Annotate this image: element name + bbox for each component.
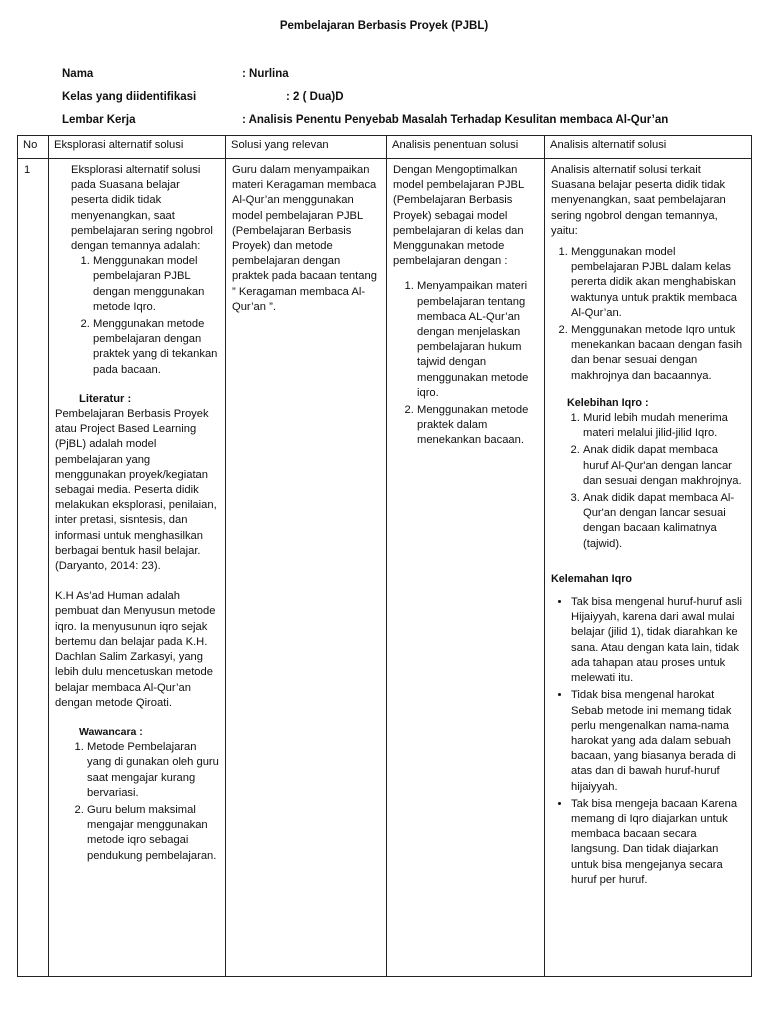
- eksplorasi-intro: Eksplorasi alternatif solusi pada Suasana belajar peserta didik tidak menyenangkan, saat pembelajaran sering ngobrol dengan temannya adalah:: [71, 164, 213, 253]
- lembar-label: Lembar Kerja: [62, 114, 136, 126]
- alternatif-list: [551, 245, 745, 384]
- list-item: 2. Guru belum maksimal mengajar menggunakan metode iqro sebagai pendukung pembelajaran.: [87, 803, 219, 864]
- alternatif-intro: Analisis alternatif solusi terkait Suasana belajar peserta didik tidak menyenangkan, saat pembelajaran sering ngobrol dengan temannya, yaitu:: [551, 164, 726, 237]
- nama-value: : Nurlina: [242, 68, 289, 80]
- penentuan-list: [393, 279, 538, 448]
- header-no: No: [18, 136, 49, 159]
- solusi-relevan-text: Guru dalam menyampaikan materi Keragaman membaca Al-Qur’an menggunakan model pembelajaran PJBL (Pembelajaran Berbasis Proyek) dan metode pembelajaran dengan praktek pada bacaan tentang ” Keragaman membaca Al-Qur’an ”.: [232, 164, 377, 313]
- list-item: 2. Menggunakan metode Iqro untuk menekankan bacaan dengan fasih dan benar sesuai dengan makhrojnya dan bacaannya.: [571, 323, 745, 384]
- table-header-row: [18, 136, 752, 159]
- header-analisis-alternatif: Analisis alternatif solusi: [545, 136, 752, 159]
- list-item: 1. Menggunakan model pembelajaran PJBL dalam kelas pererta didik akan menghabiskan waktunya untuk praktik membaca Al-Qur’an.: [571, 245, 745, 321]
- nama-label: Nama: [62, 68, 94, 80]
- kelebihan-heading: Kelebihan Iqro :: [567, 396, 649, 409]
- header-solusi-relevan: Solusi yang relevan: [226, 136, 387, 159]
- kelemahan-list: [551, 595, 745, 888]
- header-analisis-penentuan: Analisis penentuan solusi: [387, 136, 545, 159]
- worksheet-table: [17, 135, 752, 977]
- kelebihan-list: [551, 411, 745, 552]
- list-item: 2. Anak didik dapat membaca huruf Al-Qur'an dengan lancar dan sesuai dengan makhrojnya.: [583, 443, 745, 489]
- literatur-text: Pembelajaran Berbasis Proyek atau Project Based Learning (PjBL) adalah model pembelajaran yang menggunakan proyek/kegiatan sebagai media. Peserta didik melakukan eksplorasi, penilaian, inter pretasi, sisntesis, dan informasi untuk menghasilkan berbagai bentuk hasil belajar. (Daryanto, 2014: 23).: [55, 408, 217, 573]
- cell-eksplorasi: [49, 159, 226, 977]
- list-item: 1. Murid lebih mudah menerima materi melalui jilid-jilid Iqro.: [583, 411, 745, 441]
- list-item: • Tak bisa mengenal huruf-huruf asli Hijaiyyah, karena dari awal mulai belajar (jilid 1), tidak diarahkan ke sana. Atau dengan kata lain, tidak ada tahapan atau proses untuk melewati itu.: [571, 595, 745, 686]
- kelemahan-heading: Kelemahan Iqro: [551, 572, 632, 585]
- wawancara-heading: Wawancara :: [79, 725, 143, 738]
- list-item: 1. Menggunakan model pembelajaran PJBL dengan menggunakan metode Iqro.: [93, 254, 219, 315]
- kelas-label: Kelas yang diidentifikasi: [62, 91, 197, 103]
- penentuan-intro: Dengan Mengoptimalkan model pembelajaran PJBL (Pembelajaran Berbasis Proyek) sebagai model pembelajaran di kelas dan Menggunakan metode pembelajaran dengan :: [393, 164, 524, 268]
- cell-analisis-alternatif: [545, 159, 752, 977]
- cell-no: 1: [18, 159, 49, 977]
- table-row: [18, 159, 752, 977]
- list-item: 1. Menyampaikan materi pembelajaran tentang membaca AL-Qur’an dengan menjelaskan pembelajaran hukum tajwid dengan menggunakan metode iqro.: [417, 279, 538, 401]
- wawancara-list: [55, 740, 219, 864]
- list-item: 2. Menggunakan metode praktek dalam menekankan bacaan.: [417, 403, 538, 449]
- eksplorasi-list: [55, 254, 219, 378]
- lembar-value: : Analisis Penentu Penyebab Masalah Terhadap Kesulitan membaca Al-Qur’an: [242, 114, 669, 126]
- cell-solusi-relevan: [226, 159, 387, 977]
- list-item: 1. Metode Pembelajaran yang di gunakan oleh guru saat mengajar kurang bervariasi.: [87, 740, 219, 801]
- kh-text: K.H As’ad Human adalah pembuat dan Menyusun metode iqro. Ia menyusunun iqro sejak bertemu dan belajar pada K.H. Dachlan Salim Zarkasyi, yang lebih dulu mencetuskan metode belajar membaca Al-Qur’an dengan metode Qiroati.: [55, 590, 216, 709]
- document-title: Pembelajaran Berbasis Proyek (PJBL): [279, 20, 489, 32]
- list-item: 3. Anak didik dapat membaca Al-Qur'an dengan lancar sesuai dengan bacaan kalimatnya (tajwid).: [583, 491, 745, 552]
- list-item: • Tak bisa mengeja bacaan Karena memang di Iqro diajarkan untuk membaca bacaan secara langsung. Dan tidak diajarkan untuk bisa mengejanya secara huruf per huruf.: [571, 797, 745, 888]
- kelas-value: : 2 ( Dua)D: [286, 91, 344, 103]
- list-item: • Tidak bisa mengenal harokat Sebab metode ini memang tidak perlu mengenalkan nama-nama harokat yang ada dalam sebuah bacaan, yang biasanya berada di atas dan di bawah huruf-huruf hijaiyyah.: [571, 688, 745, 794]
- header-eksplorasi: Eksplorasi alternatif solusi: [49, 136, 226, 159]
- cell-analisis-penentuan: [387, 159, 545, 977]
- list-item: 2. Menggunakan metode pembelajaran dengan praktek yang di tekankan pada bacaan.: [93, 317, 219, 378]
- literatur-heading: Literatur :: [79, 392, 132, 405]
